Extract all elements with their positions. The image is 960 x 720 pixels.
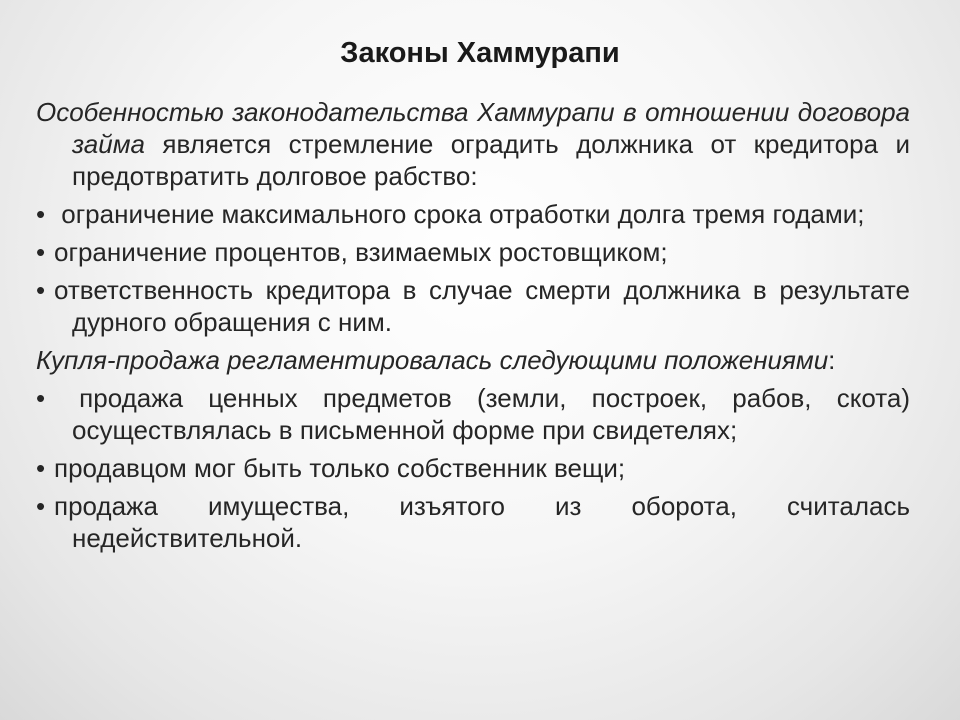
- list-item: [36, 382, 910, 446]
- bullet-text: продажа ценных предметов (земли, построек, рабов, скота) осуществлялась в письменной форме при свидетелях;: [72, 383, 910, 445]
- section2-intro-plain: :: [828, 345, 836, 375]
- list-item: [36, 490, 910, 554]
- section2-intro-italic: Купля-продажа регламентировалась следующими положениями: [36, 345, 829, 375]
- bullet-text: ограничение процентов, взимаемых ростовщиком;: [54, 237, 668, 267]
- bullet-icon: •: [36, 275, 46, 305]
- bullet-icon: •: [36, 237, 46, 267]
- bullet-text: продажа имущества, изъятого из оборота, считалась недействительной.: [54, 491, 910, 553]
- bullet-text: ответственность кредитора в случае смерти должника в результате дурного обращения с ним.: [54, 275, 910, 337]
- list-item: [36, 236, 910, 268]
- section1-intro-plain: является стремление оградить должника от кредитора и предотвратить долговое рабство:: [72, 129, 910, 191]
- bullet-text: продавцом мог быть только собственник вещи;: [54, 453, 626, 483]
- bullet-icon: •: [36, 383, 46, 413]
- section2-intro: [36, 344, 910, 376]
- bullet-icon: •: [36, 491, 46, 521]
- section1-intro-italic: Особенностью законодательства Хаммурапи в отношении договора займа: [36, 97, 910, 159]
- slide-content: [36, 96, 910, 560]
- bullet-text: ограничение максимального срока отработки долга тремя годами;: [61, 199, 865, 229]
- slide-title: Законы Хаммурапи: [340, 37, 620, 69]
- section1-intro: [36, 96, 910, 192]
- list-item: [36, 198, 910, 230]
- bullet-icon: •: [36, 199, 46, 229]
- list-item: [36, 274, 910, 338]
- list-item: [36, 452, 910, 484]
- bullet-icon: •: [36, 453, 46, 483]
